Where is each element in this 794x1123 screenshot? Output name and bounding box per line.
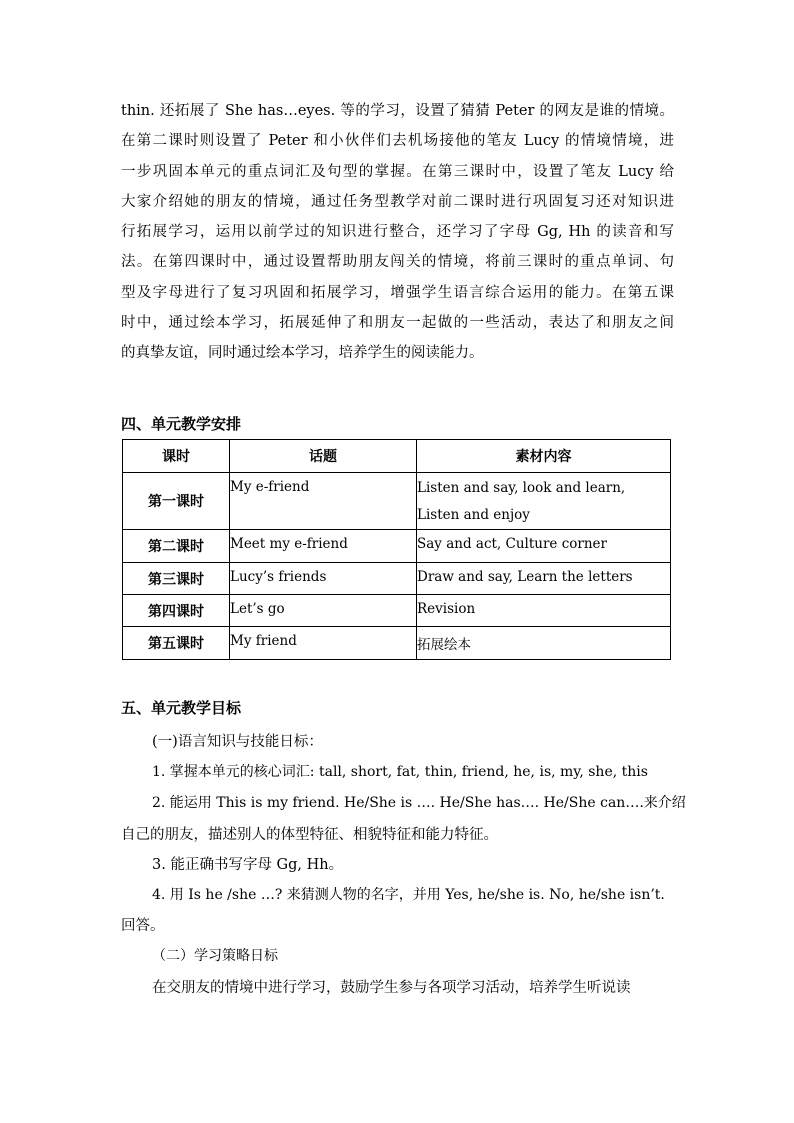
intro-line: 在第二课时则设置了 Peter 和小伙伴们去机场接他的笔友 Lucy 的情境情境，进	[121, 133, 674, 150]
material-cell: Revision	[417, 595, 671, 627]
table-header-cell: 课时	[123, 440, 230, 473]
section-heading-objectives: 五、单元教学目标	[121, 699, 242, 717]
intro-line: 行拓展学习，运用以前学过的知识进行整合，还学习了字母 Gg, Hh 的读音和写	[121, 224, 674, 241]
lesson-cell: 第四课时	[123, 595, 230, 627]
strategy-paragraph: 在交朋友的情境中进行学习，鼓励学生参与各项学习活动，培养学生听说读	[152, 980, 631, 996]
lesson-schedule-table	[122, 439, 671, 660]
table-row	[123, 595, 671, 627]
topic-cell: Lucy’s friends	[230, 563, 417, 595]
topic-cell: Let’s go	[230, 595, 417, 627]
lesson-cell: 第三课时	[123, 563, 230, 595]
lesson-cell: 第二课时	[123, 530, 230, 563]
objective-item-continued: 回答。	[121, 918, 165, 934]
material-cell	[417, 473, 671, 530]
objective-item: 4. 用 Is he /she …? 来猜测人物的名字，并用 Yes, he/she is. No, he/she isn’t.	[152, 887, 665, 903]
topic-cell: My e-friend	[230, 473, 417, 530]
lesson-cell: 第五课时	[123, 627, 230, 660]
table-header-cell: 话题	[230, 440, 417, 473]
table-row	[123, 627, 671, 660]
objective-item: 3. 能正确书写字母 Gg, Hh。	[152, 857, 344, 873]
objective-item: 1. 掌握本单元的核心词汇: tall, short, fat, thin, friend, he, is, my, she, this	[152, 764, 648, 780]
table-row	[123, 473, 671, 530]
intro-line: 一步巩固本单元的重点词汇及句型的掌握。在第三课时中，设置了笔友 Lucy 给	[121, 163, 674, 180]
section-heading-schedule: 四、单元教学安排	[121, 415, 242, 433]
material-cell: 拓展绘本	[417, 627, 671, 660]
intro-line: thin. 还拓展了 She has…eyes. 等的学习，设置了猜猜 Peter 的网友是谁的情境。	[121, 103, 674, 119]
objective-item: 2. 能运用 This is my friend. He/She is …. He/She has…. He/She can….来介绍	[152, 795, 686, 811]
table-header-cell: 素材内容	[417, 440, 671, 473]
intro-paragraph	[121, 96, 674, 369]
objective-item-continued: 自己的朋友，描述别人的体型特征、相貌特征和能力特征。	[121, 827, 498, 843]
table-row	[123, 530, 671, 563]
intro-line: 法。在第四课时中，通过设置帮助朋友闯关的情境，将前三课时的重点单词、句	[121, 254, 674, 271]
material-cell: Say and act, Culture corner	[417, 530, 671, 563]
material-cell: Draw and say, Learn the letters	[417, 563, 671, 595]
subheading-learning-strategy: （二）学习策略日标	[152, 948, 278, 964]
intro-line: 的真挚友谊，同时通过绘本学习，培养学生的阅读能力。	[121, 345, 484, 362]
material-line: Listen and enjoy	[417, 507, 530, 523]
subheading-language-skills: (一)语言知识与技能日标：	[152, 734, 323, 750]
topic-cell: My friend	[230, 627, 417, 660]
lesson-cell: 第一课时	[123, 473, 230, 530]
material-line: Listen and say, look and learn,	[417, 480, 626, 496]
table-row	[123, 563, 671, 595]
topic-cell: Meet my e-friend	[230, 530, 417, 563]
intro-line: 大家介绍她的朋友的情境，通过任务型教学对前二课时进行巩固复习还对知识进	[121, 193, 674, 210]
intro-line: 型及字母进行了复习巩固和拓展学习，增强学生语言综合运用的能力。在第五课	[121, 284, 674, 301]
intro-line: 时中，通过绘本学习，拓展延伸了和朋友一起做的一些活动，表达了和朋友之间	[121, 315, 674, 332]
table-header-row	[123, 440, 671, 473]
